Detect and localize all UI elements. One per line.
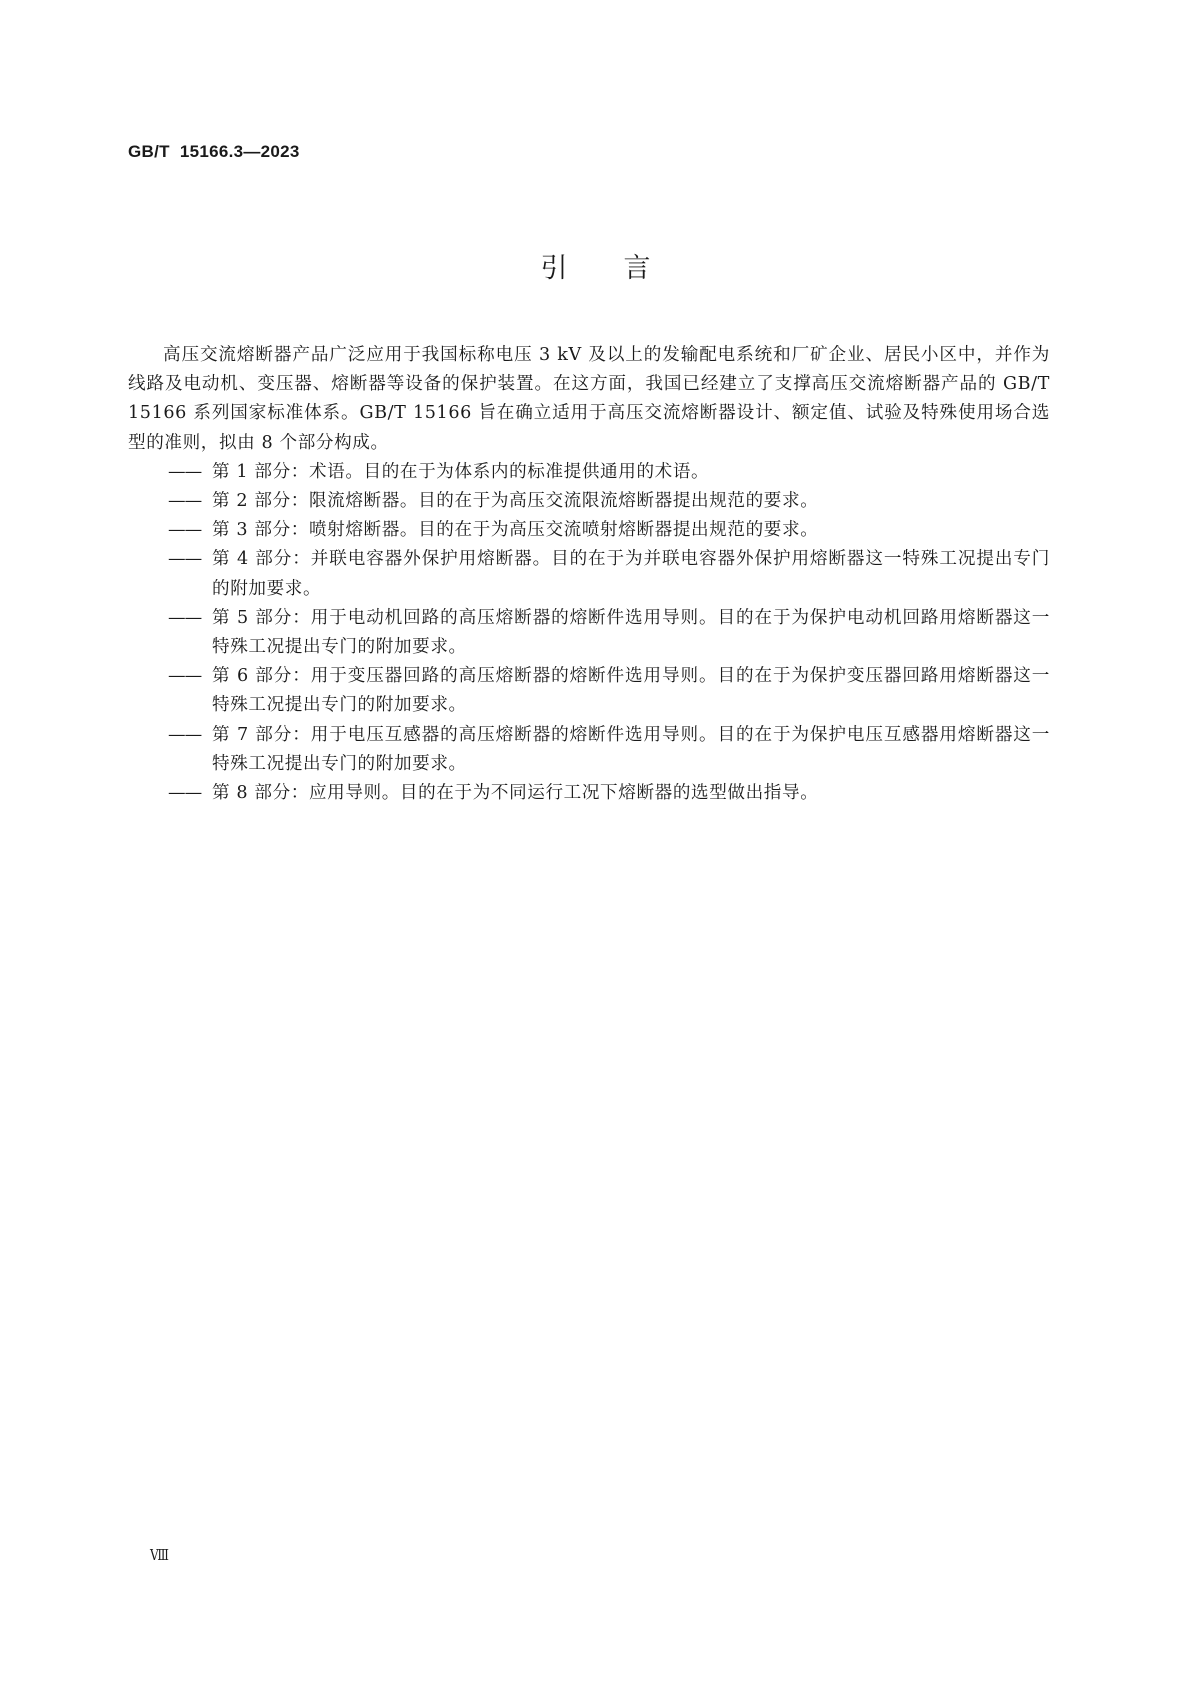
page-title: 引言 xyxy=(540,253,707,284)
standard-version: 15166.3—2023 xyxy=(179,142,300,161)
dash-marker: —— xyxy=(168,549,202,570)
list-item-part-5 xyxy=(128,604,1050,662)
list-item-text: 第 8 部分：应用导则。目的在于为不同运行工况下熔断器的选型做出指导。 xyxy=(212,783,819,804)
standard-number xyxy=(128,142,300,162)
dash-marker: —— xyxy=(168,666,202,687)
list-item-part-7 xyxy=(128,721,1050,779)
list-item-part-1 xyxy=(128,458,1050,487)
list-item-text: 第 6 部分：用于变压器回路的高压熔断器的熔断件选用导则。目的在于为保护变压器回路用熔断器这一特殊工况提出专门的附加要求。 xyxy=(212,666,1050,716)
list-item-text: 第 1 部分：术语。目的在于为体系内的标准提供通用的术语。 xyxy=(212,461,710,482)
standard-code: GB/T xyxy=(128,142,170,161)
list-item-text: 第 7 部分：用于电压互感器的高压熔断器的熔断件选用导则。目的在于为保护电压互感器用熔断器这一特殊工况提出专门的附加要求。 xyxy=(212,724,1050,774)
list-item-text: 第 4 部分：并联电容器外保护用熔断器。目的在于为并联电容器外保护用熔断器这一特殊工况提出专门的附加要求。 xyxy=(212,549,1050,599)
list-item-text: 第 5 部分：用于电动机回路的高压熔断器的熔断件选用导则。目的在于为保护电动机回路用熔断器这一特殊工况提出专门的附加要求。 xyxy=(212,607,1050,658)
list-item-part-4 xyxy=(128,545,1050,603)
dash-marker: —— xyxy=(168,724,202,745)
list-item-part-6 xyxy=(128,662,1050,720)
dash-marker: —— xyxy=(168,607,202,628)
intro-paragraph: 高压交流熔断器产品广泛应用于我国标称电压 3 kV 及以上的发输配电系统和厂矿企业、居民小区中，并作为线路及电动机、变压器、熔断器等设备的保护装置。在这方面，我国已经建立了支撑高压交流熔断器产品的 GB/T 15166 系列国家标准体系。GB/T 15166 旨在确立适用于高压交流熔断器设计、额定值、试验及特殊使用场合选型的准则，拟由 8 个部分构成。 xyxy=(128,345,1050,453)
list-item-part-8 xyxy=(128,779,1050,808)
list-item-part-3 xyxy=(128,516,1050,545)
list-item-part-2 xyxy=(128,487,1050,516)
page-number: Ⅷ xyxy=(150,1546,169,1564)
list-item-text: 第 2 部分：限流熔断器。目的在于为高压交流限流熔断器提出规范的要求。 xyxy=(212,491,819,512)
list-item-text: 第 3 部分：喷射熔断器。目的在于为高压交流喷射熔断器提出规范的要求。 xyxy=(212,520,819,541)
dash-marker: —— xyxy=(168,783,202,804)
dash-marker: —— xyxy=(168,520,202,541)
dash-marker: —— xyxy=(168,461,202,482)
dash-marker: —— xyxy=(168,491,202,512)
document-body xyxy=(128,341,1050,808)
